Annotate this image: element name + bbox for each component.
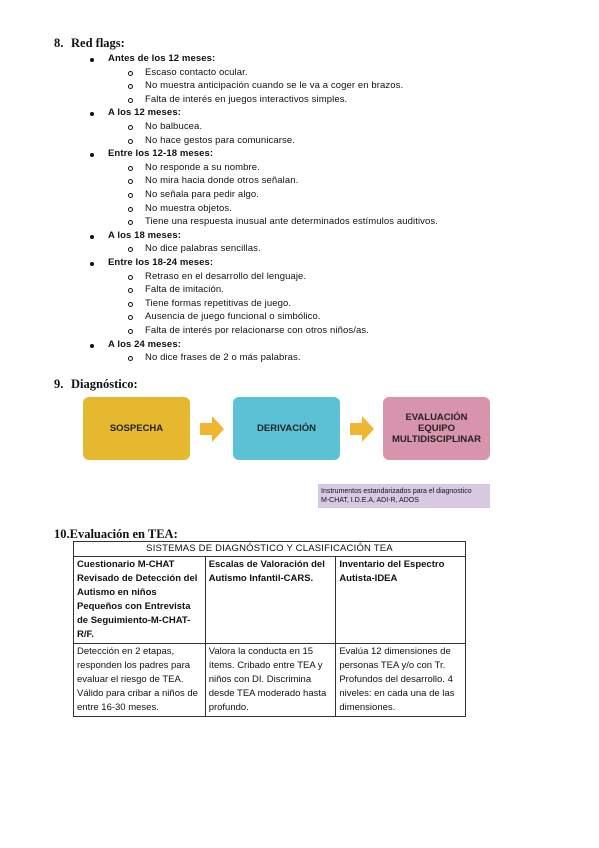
circle-bullet-icon <box>128 139 133 144</box>
flow-step-evaluacion: EVALUACIÓN EQUIPO MULTIDISCIPLINAR <box>383 397 490 460</box>
circle-bullet-icon <box>128 125 133 130</box>
arrow-right-icon <box>350 416 376 442</box>
flow-step-sospecha: SOSPECHA <box>83 397 190 460</box>
section-number: 8. <box>54 36 64 50</box>
red-flag-item: No señala para pedir algo. <box>145 189 260 200</box>
table-cell: Detección en 2 etapas, responden los padres para evaluar el riesgo de TEA. Válido para cribar a niños de entre 16-30 meses. <box>74 644 206 717</box>
flow-step-derivacion: DERIVACIÓN <box>233 397 340 460</box>
section-10-heading <box>54 527 178 542</box>
circle-bullet-icon <box>128 166 133 171</box>
bullet-icon <box>90 58 94 62</box>
red-flag-group-label: A los 12 meses: <box>108 107 181 119</box>
red-flag-item: Tiene formas repetitivas de juego. <box>145 297 292 309</box>
circle-bullet-icon <box>128 71 133 76</box>
circle-bullet-icon <box>128 179 133 184</box>
red-flag-item: No hace gestos para comunicarse. <box>145 134 295 146</box>
red-flag-item: Falta de interés por relacionarse con otros niños/as. <box>145 325 369 336</box>
bullet-icon <box>90 235 94 239</box>
red-flag-item: No muestra anticipación cuando se le va a coger en brazos. <box>145 80 404 92</box>
bullet-icon <box>90 153 94 157</box>
red-flag-item: No dice palabras sencillas. <box>145 243 261 255</box>
red-flag-item: Ausencia de juego funcional o simbólico. <box>145 311 321 323</box>
tools-note-line2: M-CHAT, I.D.E.A, ADI-R, ADOS <box>321 497 419 504</box>
red-flag-item: No dice frases de 2 o más palabras. <box>145 352 301 364</box>
diagnosis-systems-table <box>73 541 466 717</box>
arrow-right-icon <box>200 416 226 442</box>
red-flag-group-label: Entre los 12-18 meses: <box>108 148 214 160</box>
table-cell: Evalúa 12 dimensiones de personas TEA y/o con Tr. Profundos del desarrollo. 4 niveles: en cada una de las dimensiones. <box>336 644 466 717</box>
circle-bullet-icon <box>128 315 133 320</box>
red-flag-item: Tiene una respuesta inusual ante determinados estímulos auditivos. <box>145 216 439 228</box>
tools-note-line1: Instrumentos estandarizados para el diagnostico <box>321 488 472 495</box>
table-cell: Valora la conducta en 15 ítems. Cribado entre TEA y niños con DI. Discrimina desde TEA moderado hasta profundo. <box>205 644 336 717</box>
circle-bullet-icon <box>128 275 133 280</box>
table-header-cell: Inventario del Espectro Autista-IDEA <box>336 557 466 644</box>
red-flag-item: Escaso contacto ocular. <box>145 66 248 78</box>
red-flag-group-label: A los 24 meses: <box>108 338 181 350</box>
section-number: 10. <box>54 527 70 541</box>
circle-bullet-icon <box>128 207 133 212</box>
circle-bullet-icon <box>128 247 133 252</box>
red-flag-item: Falta de imitación. <box>145 284 224 296</box>
circle-bullet-icon <box>128 98 133 103</box>
circle-bullet-icon <box>128 193 133 198</box>
red-flag-item: No responde a su nombre. <box>145 161 260 173</box>
section-9-heading <box>54 377 138 392</box>
table-header-cell: Cuestionario M-CHAT Revisado de Detección del Autismo en niños Pequeños con Entrevista de Seguimiento-M-CHAT-R/F. <box>74 557 206 644</box>
bullet-icon <box>90 112 94 116</box>
bullet-icon <box>90 344 94 348</box>
section-number: 9. <box>54 377 64 391</box>
red-flag-item: No muestra objetos. <box>145 202 232 214</box>
table-caption: SISTEMAS DE DIAGNÓSTICO Y CLASIFICACIÓN TEA <box>74 542 466 557</box>
bullet-icon <box>90 262 94 266</box>
red-flag-group-label: Entre los 18-24 meses: <box>108 257 214 268</box>
table-header-cell: Escalas de Valoración del Autismo Infantil-CARS. <box>205 557 336 644</box>
circle-bullet-icon <box>128 302 133 307</box>
red-flag-item: Falta de interés en juegos interactivos simples. <box>145 93 348 105</box>
red-flag-group-label: Antes de los 12 meses: <box>108 53 216 64</box>
circle-bullet-icon <box>128 329 133 334</box>
section-title: Evaluación en TEA: <box>69 527 178 541</box>
section-title: Red flags: <box>71 36 125 50</box>
circle-bullet-icon <box>128 356 133 361</box>
tools-note <box>318 484 490 508</box>
section-title: Diagnóstico: <box>71 377 138 391</box>
table-row <box>74 644 466 717</box>
circle-bullet-icon <box>128 220 133 225</box>
circle-bullet-icon <box>128 84 133 89</box>
red-flag-item: Retraso en el desarrollo del lenguaje. <box>145 270 307 282</box>
red-flag-item: No balbucea. <box>145 121 203 132</box>
red-flag-item: No mira hacia donde otros señalan. <box>145 175 299 187</box>
circle-bullet-icon <box>128 288 133 293</box>
section-8-heading <box>54 36 125 51</box>
red-flag-group-label: A los 18 meses: <box>108 229 181 241</box>
table-caption-row <box>74 542 466 557</box>
table-header-row <box>74 557 466 644</box>
